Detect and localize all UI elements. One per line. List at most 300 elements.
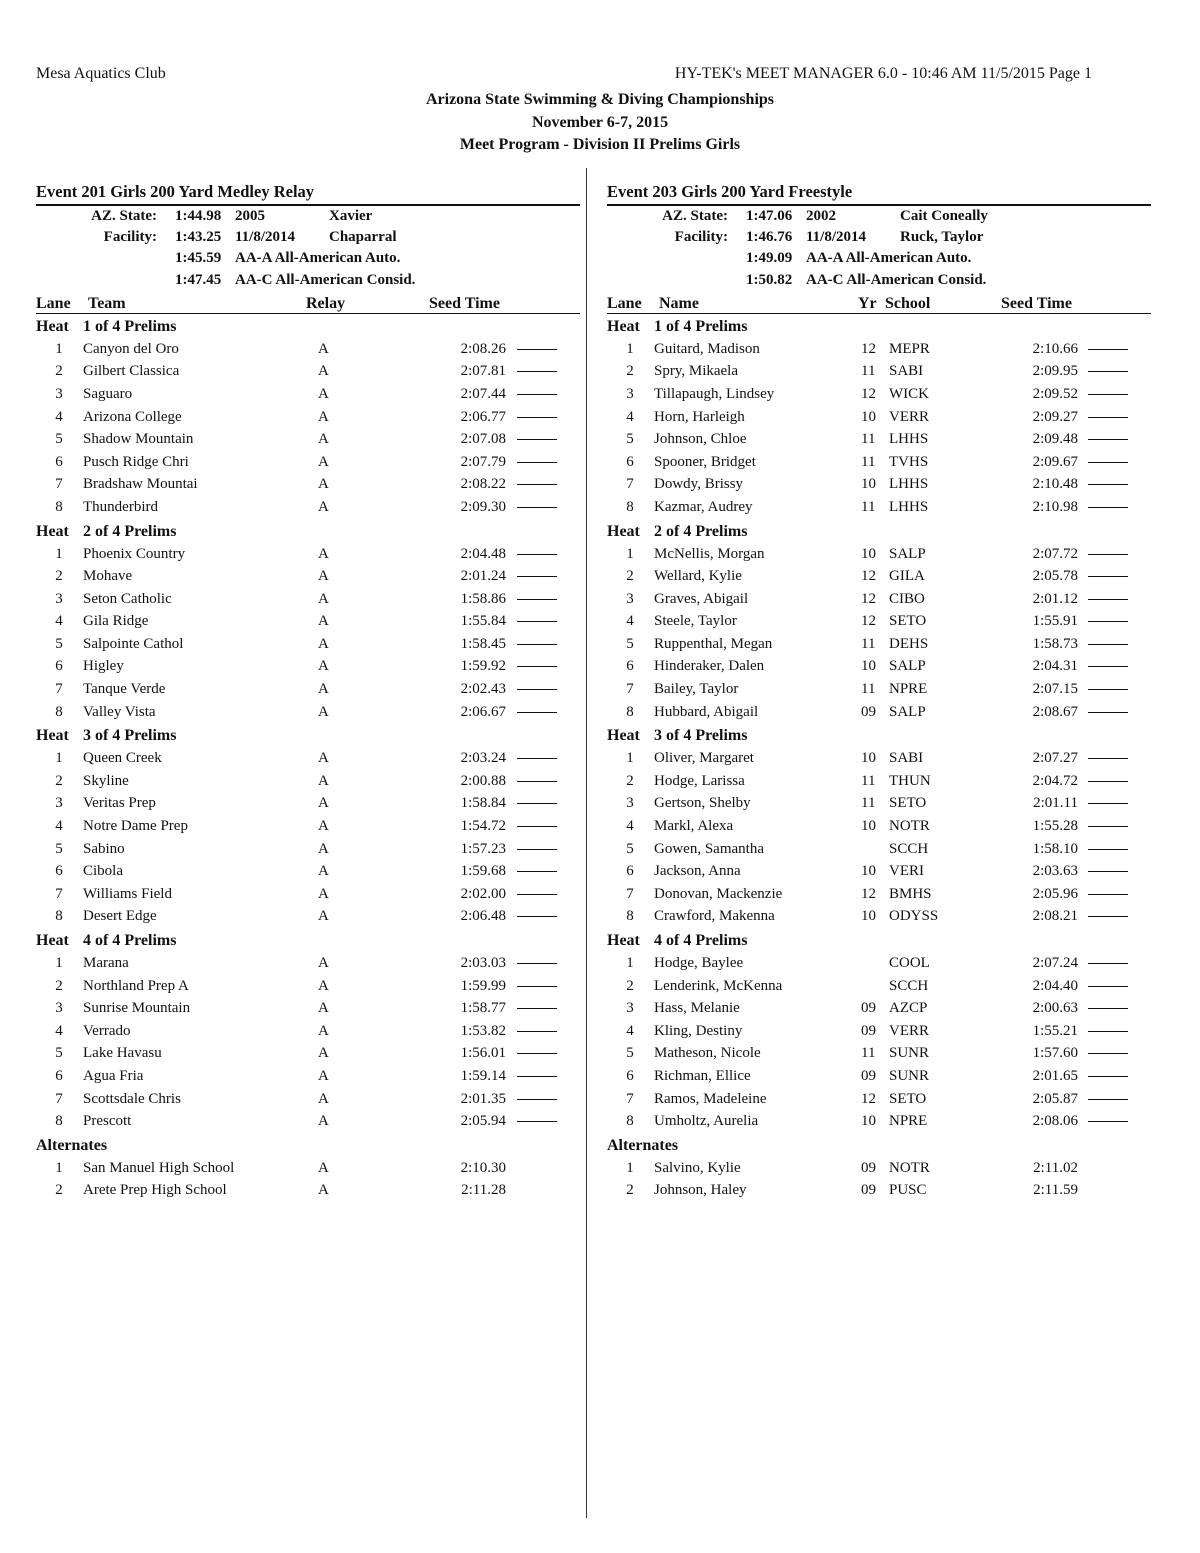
school-code: SALP	[889, 658, 926, 675]
swimmer-name: Horn, Harleigh	[654, 408, 745, 425]
meet-dates: November 6-7, 2015	[531, 113, 669, 131]
school-code: GILA	[889, 568, 925, 585]
school-code: LHHS	[889, 498, 929, 515]
event-201-column	[36, 180, 580, 1202]
col-team: Team	[88, 294, 126, 312]
seed-time: 2:09.67	[1032, 453, 1078, 470]
relay-letter: A	[318, 1045, 329, 1062]
team-name: Arete Prep High School	[83, 1182, 227, 1199]
seed-time: 1:55.91	[1032, 613, 1078, 630]
record-time: 1:43.25	[175, 229, 222, 246]
swimmer-name: Ruppenthal, Megan	[654, 635, 773, 652]
swimmer-name: Gertson, Shelby	[654, 795, 751, 812]
relay-letter: A	[318, 476, 329, 493]
lane-number: 4	[626, 408, 634, 425]
lane-number: 8	[626, 1113, 634, 1130]
seed-time: 1:58.86	[460, 590, 506, 607]
record-label: AZ. State:	[662, 208, 728, 224]
team-name: Sabino	[83, 840, 125, 857]
school-code: AZCP	[889, 1000, 928, 1017]
table-row	[36, 565, 580, 588]
team-name: Shadow Mountain	[83, 431, 194, 448]
school-code: WICK	[889, 385, 929, 402]
swimmer-year: 10	[861, 863, 876, 880]
team-name: Notre Dame Prep	[83, 818, 188, 835]
school-code: SABI	[889, 750, 924, 767]
heat-header	[607, 928, 1151, 952]
record-info: AA-A All-American Auto.	[806, 250, 972, 267]
school-code: SETO	[889, 613, 927, 630]
table-row	[36, 1088, 580, 1111]
lane-number: 1	[55, 955, 63, 971]
record-time: 1:49.09	[746, 250, 793, 267]
heat-name: 2 of 4 Prelims	[654, 522, 748, 540]
table-row	[36, 1020, 580, 1043]
seed-time: 2:09.27	[1032, 408, 1078, 425]
swimmer-name: Salvino, Kylie	[654, 1159, 741, 1176]
relay-letter: A	[318, 1000, 329, 1017]
seed-time: 2:04.31	[1032, 658, 1078, 675]
relay-letter: A	[318, 977, 329, 994]
lane-number: 4	[55, 613, 63, 630]
school-code: ODYSS	[889, 908, 939, 925]
lane-number: 3	[55, 1000, 63, 1017]
software-stamp: HY-TEK's MEET MANAGER 6.0 - 10:46 AM 11/5/2015 Page 1	[674, 65, 1092, 82]
lane-number: 2	[626, 568, 634, 585]
school-code: NOTR	[889, 1159, 930, 1176]
record-row	[607, 206, 1151, 227]
record-info: AA-C All-American Consid.	[806, 271, 987, 288]
relay-letter: A	[318, 408, 329, 425]
school-code: VERR	[889, 408, 930, 425]
team-name: Verrado	[83, 1022, 131, 1039]
lane-number: 1	[626, 545, 634, 562]
heat-header	[607, 519, 1151, 543]
team-name: Higley	[83, 658, 124, 675]
heat-header	[36, 519, 580, 543]
seed-time: 2:05.94	[460, 1113, 506, 1130]
program-title: Meet Program - Division II Prelims Girls	[459, 136, 741, 153]
table-row	[36, 360, 580, 383]
school-code: SETO	[889, 1090, 927, 1107]
heats-list	[36, 314, 580, 1202]
record-label: AZ. State:	[91, 208, 157, 224]
column-divider	[586, 168, 587, 1518]
table-row	[607, 770, 1151, 793]
table-row	[607, 701, 1151, 724]
event-title: Event 203 Girls 200 Yard Freestyle	[607, 182, 853, 201]
swimmer-year: 12	[861, 590, 876, 607]
relay-letter: A	[318, 885, 329, 902]
heat-name: 4 of 4 Prelims	[83, 932, 177, 949]
table-row	[36, 860, 580, 883]
team-name: Salpointe Cathol	[83, 635, 184, 652]
lane-number: 1	[55, 1159, 63, 1176]
lane-number: 3	[626, 1000, 634, 1017]
lane-number: 6	[626, 658, 634, 675]
relay-letter: A	[318, 590, 329, 607]
col-relay: Relay	[306, 294, 346, 312]
relay-letter: A	[318, 453, 329, 470]
seed-time: 2:07.72	[1032, 545, 1078, 562]
swimmer-year: 09	[861, 1182, 876, 1199]
seed-time: 2:09.95	[1032, 363, 1078, 380]
swimmer-name: Hass, Melanie	[654, 1000, 740, 1017]
alternates-header	[607, 1133, 1151, 1157]
table-row	[36, 451, 580, 474]
seed-time: 2:03.24	[460, 750, 506, 767]
table-row	[36, 905, 580, 928]
lane-number: 2	[55, 977, 63, 994]
seed-time: 2:05.87	[1032, 1090, 1078, 1107]
heat-label: Heat	[36, 522, 69, 540]
school-code: SETO	[889, 795, 927, 812]
swimmer-name: Hinderaker, Dalen	[654, 658, 765, 675]
record-row	[607, 270, 1151, 291]
heat-label: Heat	[607, 317, 640, 335]
meet-title: Arizona State Swimming & Diving Championships	[425, 91, 775, 108]
table-row	[36, 610, 580, 633]
seed-time: 2:09.52	[1032, 385, 1078, 402]
heat-name: 4 of 4 Prelims	[654, 932, 748, 949]
seed-time: 1:53.82	[460, 1022, 506, 1039]
table-row	[607, 633, 1151, 656]
heat-label: Heat	[607, 932, 640, 949]
table-row	[36, 975, 580, 998]
lane-number: 6	[626, 863, 634, 880]
seed-time: 2:10.66	[1032, 340, 1078, 357]
swimmer-name: Umholtz, Aurelia	[654, 1113, 759, 1130]
col-lane: Lane	[36, 294, 71, 312]
swimmer-year: 09	[861, 1159, 876, 1176]
lane-number: 8	[55, 1113, 63, 1130]
table-row	[607, 565, 1151, 588]
relay-letter: A	[318, 613, 329, 630]
table-row	[36, 406, 580, 429]
seed-time: 2:05.78	[1032, 568, 1078, 585]
seed-time: 1:58.73	[1032, 635, 1078, 652]
relay-letter: A	[318, 568, 329, 585]
lane-number: 7	[626, 885, 634, 902]
school-code: CIBO	[889, 590, 925, 607]
table-row	[36, 543, 580, 566]
seed-time: 2:06.48	[460, 908, 506, 925]
table-row	[36, 428, 580, 451]
table-row	[607, 952, 1151, 975]
relay-letter: A	[318, 1022, 329, 1039]
swimmer-name: Gowen, Samantha	[654, 840, 764, 857]
heat-name: 3 of 4 Prelims	[83, 727, 177, 745]
team-name: Valley Vista	[83, 703, 156, 720]
col-seed: Seed Time	[1001, 294, 1072, 312]
seed-time: 1:59.92	[460, 658, 506, 675]
relay-letter: A	[318, 1159, 329, 1176]
table-row	[607, 815, 1151, 838]
table-row	[607, 451, 1151, 474]
lane-number: 4	[626, 613, 634, 630]
school-code: COOL	[889, 955, 930, 971]
seed-time: 2:00.63	[1032, 1000, 1078, 1017]
record-row	[36, 227, 580, 248]
table-row	[607, 1042, 1151, 1065]
lane-number: 8	[55, 703, 63, 720]
seed-time: 2:07.24	[1032, 955, 1078, 971]
lane-number: 5	[626, 840, 634, 857]
col-lane: Lane	[607, 294, 642, 312]
heat-name: 2 of 4 Prelims	[83, 522, 177, 540]
swimmer-year: 11	[861, 635, 876, 652]
heat-header	[36, 928, 580, 952]
team-name: San Manuel High School	[83, 1159, 235, 1176]
swimmer-year: 11	[861, 498, 876, 515]
swimmer-name: Hodge, Baylee	[654, 955, 744, 971]
record-holder: Chaparral	[329, 229, 397, 246]
swimmer-year: 11	[861, 795, 876, 812]
seed-time: 2:07.44	[460, 385, 506, 402]
lane-number: 8	[626, 703, 634, 720]
table-row	[36, 588, 580, 611]
heat-label: Heat	[607, 727, 640, 745]
team-name: Gilbert Classica	[83, 363, 180, 380]
team-name: Williams Field	[83, 885, 172, 902]
team-name: Seton Catholic	[83, 590, 172, 607]
team-name: Desert Edge	[83, 908, 157, 925]
lane-number: 5	[55, 635, 63, 652]
lane-number: 8	[626, 498, 634, 515]
swimmer-name: Wellard, Kylie	[654, 568, 742, 585]
relay-letter: A	[318, 703, 329, 720]
lane-number: 7	[626, 476, 634, 493]
seed-time: 2:07.15	[1032, 681, 1078, 698]
lane-number: 2	[626, 1182, 634, 1199]
school-code: SUNR	[889, 1067, 930, 1084]
team-name: Canyon del Oro	[83, 340, 179, 357]
table-row	[607, 792, 1151, 815]
swimmer-name: Matheson, Nicole	[654, 1045, 761, 1062]
seed-time: 1:59.99	[460, 977, 506, 994]
table-row	[607, 1020, 1151, 1043]
seed-time: 2:11.59	[1033, 1182, 1078, 1199]
table-row	[36, 655, 580, 678]
swimmer-year: 12	[861, 568, 876, 585]
swimmer-year: 10	[861, 658, 876, 675]
table-row	[36, 1157, 580, 1180]
seed-time: 2:03.63	[1032, 863, 1078, 880]
lane-number: 4	[55, 408, 63, 425]
record-row	[607, 227, 1151, 248]
team-name: Prescott	[83, 1113, 132, 1130]
team-name: Saguaro	[83, 385, 133, 402]
seed-time: 2:05.96	[1032, 885, 1078, 902]
swimmer-name: Johnson, Chloe	[654, 431, 747, 448]
record-row	[36, 270, 580, 291]
swimmer-name: Oliver, Margaret	[654, 750, 754, 767]
seed-time: 2:08.06	[1032, 1113, 1078, 1130]
seed-time: 2:08.21	[1032, 908, 1078, 925]
col-yr: Yr	[858, 294, 877, 312]
swimmer-year: 11	[861, 363, 876, 380]
lane-number: 5	[55, 1045, 63, 1062]
relay-letter: A	[318, 681, 329, 698]
seed-time: 1:57.23	[460, 840, 506, 857]
swimmer-name: Dowdy, Brissy	[654, 476, 744, 493]
record-label: Facility:	[103, 229, 157, 246]
swimmer-year: 10	[861, 408, 876, 425]
table-row	[607, 383, 1151, 406]
seed-time: 2:11.28	[461, 1182, 506, 1199]
seed-time: 1:58.10	[1032, 840, 1078, 857]
heat-name: 1 of 4 Prelims	[654, 317, 748, 335]
relay-letter: A	[318, 363, 329, 380]
seed-time: 2:09.48	[1032, 431, 1078, 448]
lane-number: 2	[55, 1182, 63, 1199]
swimmer-year: 12	[861, 885, 876, 902]
lane-number: 2	[55, 568, 63, 585]
table-row	[36, 633, 580, 656]
swimmer-name: Graves, Abigail	[654, 590, 749, 607]
lane-number: 6	[55, 453, 63, 470]
alternates-label: Alternates	[607, 1136, 679, 1154]
swimmer-year: 12	[861, 385, 876, 402]
table-row	[607, 883, 1151, 906]
table-row	[36, 770, 580, 793]
swimmer-name: Jackson, Anna	[654, 863, 741, 880]
seed-time: 2:02.43	[460, 681, 506, 698]
seed-time: 2:10.48	[1032, 476, 1078, 493]
record-time: 1:45.59	[175, 250, 222, 267]
heat-label: Heat	[36, 932, 69, 949]
seed-time: 1:55.84	[460, 613, 506, 630]
record-time: 1:44.98	[175, 208, 222, 224]
record-info: 11/8/2014	[806, 229, 867, 246]
seed-time: 1:58.45	[460, 635, 506, 652]
record-time: 1:50.82	[746, 271, 793, 288]
team-name: Lake Havasu	[83, 1045, 162, 1062]
relay-letter: A	[318, 545, 329, 562]
record-info: AA-A All-American Auto.	[235, 250, 401, 267]
lane-number: 6	[55, 863, 63, 880]
swimmer-year: 09	[861, 1022, 876, 1039]
relay-letter: A	[318, 1067, 329, 1084]
table-row	[607, 360, 1151, 383]
seed-time: 1:54.72	[460, 818, 506, 835]
team-name: Mohave	[83, 568, 133, 585]
table-row	[36, 473, 580, 496]
records-block	[607, 206, 1151, 291]
relay-letter: A	[318, 385, 329, 402]
swimmer-name: Donovan, Mackenzie	[654, 885, 783, 902]
relay-letter: A	[318, 772, 329, 789]
relay-letter: A	[318, 1090, 329, 1107]
record-info: 2002	[806, 208, 836, 224]
seed-time: 1:58.84	[460, 795, 506, 812]
school-code: VERR	[889, 1022, 930, 1039]
table-row	[607, 1110, 1151, 1133]
seed-time: 2:07.08	[460, 431, 506, 448]
lane-number: 1	[626, 340, 634, 357]
table-row	[36, 838, 580, 861]
col-school: School	[885, 294, 931, 312]
school-code: DEHS	[889, 635, 929, 652]
lane-number: 8	[55, 908, 63, 925]
lane-number: 4	[626, 818, 634, 835]
seed-time: 2:10.98	[1032, 498, 1078, 515]
heat-name: 1 of 4 Prelims	[83, 317, 177, 335]
record-row	[36, 206, 580, 227]
record-holder: Cait Coneally	[900, 208, 988, 224]
school-code: NPRE	[889, 681, 928, 698]
table-row	[607, 543, 1151, 566]
lane-number: 3	[55, 590, 63, 607]
table-row	[607, 338, 1151, 361]
team-name: Agua Fria	[83, 1067, 144, 1084]
school-code: SALP	[889, 703, 926, 720]
swimmer-name: Bailey, Taylor	[654, 681, 739, 698]
swimmer-name: Kazmar, Audrey	[654, 498, 753, 515]
team-name: Northland Prep A	[83, 977, 189, 994]
lane-number: 1	[626, 750, 634, 767]
lane-number: 5	[626, 1045, 634, 1062]
table-row	[607, 747, 1151, 770]
swimmer-name: Richman, Ellice	[654, 1067, 751, 1084]
table-row	[607, 678, 1151, 701]
table-row	[607, 905, 1151, 928]
seed-time: 2:07.81	[460, 363, 506, 380]
table-row	[607, 997, 1151, 1020]
record-info: AA-C All-American Consid.	[235, 271, 416, 288]
swimmer-year: 09	[861, 1000, 876, 1017]
seed-time: 2:00.88	[460, 772, 506, 789]
table-row	[36, 338, 580, 361]
record-row	[36, 248, 580, 269]
table-row	[36, 678, 580, 701]
seed-time: 2:04.72	[1032, 772, 1078, 789]
seed-time: 2:01.65	[1032, 1067, 1078, 1084]
school-code: SALP	[889, 545, 926, 562]
team-name: Cibola	[83, 863, 123, 880]
school-code: SCCH	[889, 977, 929, 994]
team-name: Veritas Prep	[83, 795, 156, 812]
team-name: Arizona College	[83, 408, 182, 425]
school-code: SABI	[889, 363, 924, 380]
seed-time: 2:08.67	[1032, 703, 1078, 720]
seed-time: 2:01.11	[1033, 795, 1078, 812]
swimmer-year: 10	[861, 476, 876, 493]
seed-time: 2:03.03	[460, 955, 506, 971]
table-row	[607, 428, 1151, 451]
lane-number: 5	[55, 431, 63, 448]
seed-time: 1:55.28	[1032, 818, 1078, 835]
table-row	[607, 838, 1151, 861]
relay-letter: A	[318, 658, 329, 675]
lane-number: 7	[55, 681, 63, 698]
lane-number: 3	[55, 385, 63, 402]
school-code: SCCH	[889, 840, 929, 857]
seed-time: 2:01.24	[460, 568, 506, 585]
team-name: Pusch Ridge Chri	[83, 453, 189, 470]
lane-number: 6	[626, 453, 634, 470]
relay-letter: A	[318, 635, 329, 652]
team-name: Skyline	[83, 772, 129, 789]
table-row	[36, 815, 580, 838]
heat-label: Heat	[36, 727, 69, 745]
seed-time: 2:01.35	[460, 1090, 506, 1107]
school-code: TVHS	[889, 453, 929, 470]
team-name: Tanque Verde	[83, 681, 166, 698]
swimmer-name: Spooner, Bridget	[654, 453, 756, 470]
seed-time: 2:08.22	[460, 476, 506, 493]
seed-time: 1:56.01	[460, 1045, 506, 1062]
